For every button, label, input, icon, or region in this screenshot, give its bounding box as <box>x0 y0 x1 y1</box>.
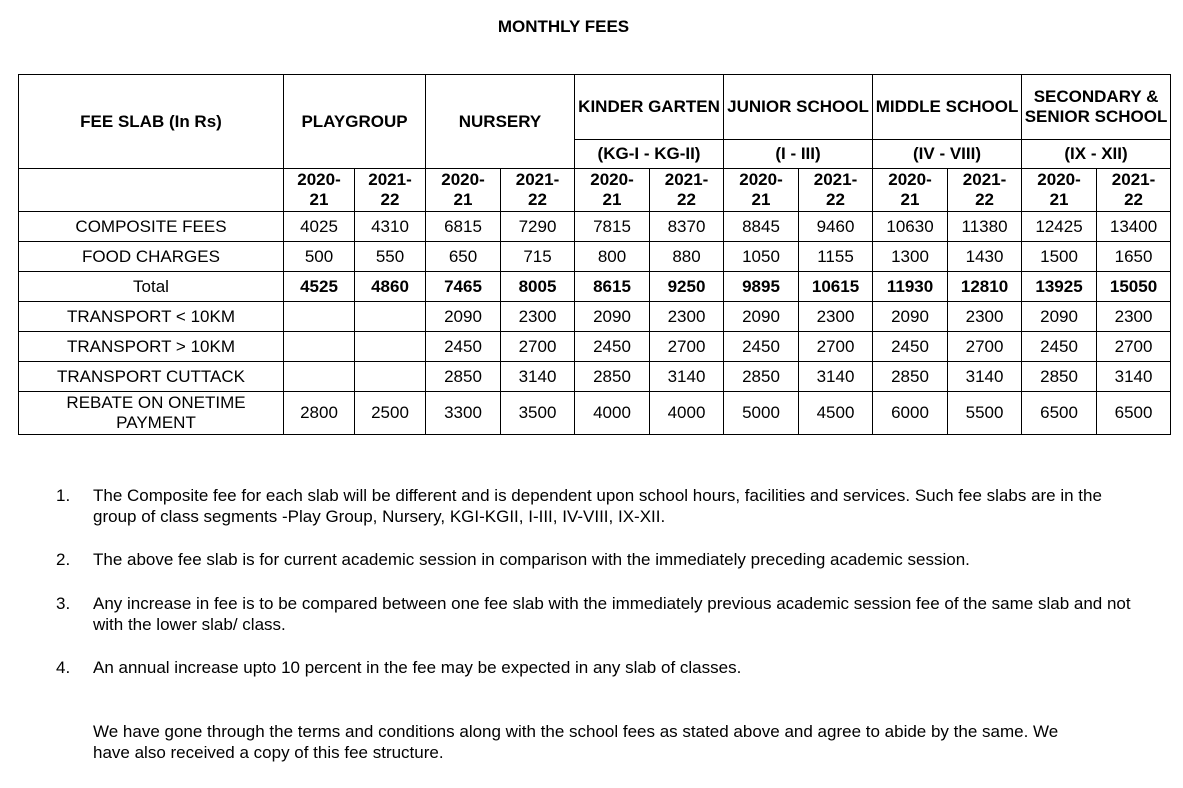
fee-table <box>18 74 1171 435</box>
note-item <box>56 485 1133 527</box>
fee-cell: 11380 <box>948 212 1022 242</box>
row-label: TRANSPORT > 10KM <box>19 332 284 362</box>
fee-cell: 3500 <box>501 392 575 435</box>
fee-cell: 2090 <box>724 302 799 332</box>
fee-cell: 2300 <box>948 302 1022 332</box>
fee-cell: 6000 <box>873 392 948 435</box>
fee-cell: 2700 <box>650 332 724 362</box>
fee-cell: 8005 <box>501 272 575 302</box>
fee-cell: 4860 <box>355 272 426 302</box>
header-year: 2021-22 <box>650 169 724 212</box>
fee-cell: 5500 <box>948 392 1022 435</box>
header-year: 2020-21 <box>724 169 799 212</box>
fee-cell: 2850 <box>1022 362 1097 392</box>
fee-cell: 9250 <box>650 272 724 302</box>
row-label: REBATE ON ONETIME PAYMENT <box>19 392 284 435</box>
fee-cell: 7815 <box>575 212 650 242</box>
fee-cell: 2700 <box>799 332 873 362</box>
header-year: 2020-21 <box>1022 169 1097 212</box>
note-number: 2. <box>56 550 71 569</box>
fee-cell: 1430 <box>948 242 1022 272</box>
fee-cell: 11930 <box>873 272 948 302</box>
fee-cell <box>355 302 426 332</box>
fee-cell: 8845 <box>724 212 799 242</box>
fee-cell: 715 <box>501 242 575 272</box>
header-group: PLAYGROUP <box>284 75 426 169</box>
note-item <box>56 549 1133 570</box>
row-label: COMPOSITE FEES <box>19 212 284 242</box>
fee-cell: 7290 <box>501 212 575 242</box>
fee-cell <box>284 332 355 362</box>
header-year: 2021-22 <box>501 169 575 212</box>
fee-cell: 8615 <box>575 272 650 302</box>
note-text: Any increase in fee is to be compared between one fee slab with the immediately previous academic session fee of the same slab and not with the lower slab/ class. <box>93 594 1131 634</box>
fee-cell: 1050 <box>724 242 799 272</box>
fee-cell: 800 <box>575 242 650 272</box>
header-year: 2020-21 <box>873 169 948 212</box>
fee-cell: 2850 <box>426 362 501 392</box>
fee-cell: 10615 <box>799 272 873 302</box>
header-group-classes: (KG-I - KG-II) <box>575 140 724 169</box>
note-item <box>56 657 1133 678</box>
fee-cell: 1155 <box>799 242 873 272</box>
fee-cell: 7465 <box>426 272 501 302</box>
note-number: 1. <box>56 486 71 505</box>
table-row <box>19 212 1171 242</box>
table-row <box>19 272 1171 302</box>
header-group-classes: (IV - VIII) <box>873 140 1022 169</box>
row-label: TRANSPORT < 10KM <box>19 302 284 332</box>
table-row <box>19 332 1171 362</box>
header-fee-slab: FEE SLAB (In Rs) <box>19 75 284 169</box>
table-row <box>19 302 1171 332</box>
fee-cell: 1650 <box>1097 242 1171 272</box>
fee-cell: 880 <box>650 242 724 272</box>
table-row <box>19 242 1171 272</box>
fee-cell: 3140 <box>799 362 873 392</box>
header-blank <box>19 169 284 212</box>
fee-cell: 2700 <box>501 332 575 362</box>
fee-cell: 12810 <box>948 272 1022 302</box>
fee-cell: 6815 <box>426 212 501 242</box>
header-group: KINDER GARTEN <box>575 75 724 140</box>
header-group: SECONDARY & SENIOR SCHOOL <box>1022 75 1171 140</box>
fee-cell: 4000 <box>650 392 724 435</box>
note-number: 3. <box>56 594 71 613</box>
header-year: 2020-21 <box>426 169 501 212</box>
fee-cell: 4525 <box>284 272 355 302</box>
header-year: 2020-21 <box>284 169 355 212</box>
fee-cell: 4500 <box>799 392 873 435</box>
fee-cell: 2090 <box>1022 302 1097 332</box>
fee-cell: 4310 <box>355 212 426 242</box>
fee-cell: 2300 <box>799 302 873 332</box>
fee-cell: 10630 <box>873 212 948 242</box>
fee-cell: 6500 <box>1022 392 1097 435</box>
fee-cell <box>355 362 426 392</box>
fee-cell: 9460 <box>799 212 873 242</box>
fee-cell: 1300 <box>873 242 948 272</box>
fee-cell: 15050 <box>1097 272 1171 302</box>
fee-cell: 650 <box>426 242 501 272</box>
note-text: The above fee slab is for current academic session in comparison with the immediately preceding academic session. <box>93 550 970 569</box>
fee-cell: 2450 <box>426 332 501 362</box>
fee-cell: 550 <box>355 242 426 272</box>
fee-cell: 13400 <box>1097 212 1171 242</box>
fee-cell: 2450 <box>575 332 650 362</box>
fee-cell <box>355 332 426 362</box>
fee-cell: 1500 <box>1022 242 1097 272</box>
agreement-text: We have gone through the terms and conditions along with the school fees as stated above and agree to abide by the same. We have also received a copy of this fee structure. <box>93 722 1059 762</box>
row-label: Total <box>19 272 284 302</box>
row-label: FOOD CHARGES <box>19 242 284 272</box>
header-year: 2021-22 <box>799 169 873 212</box>
fee-cell: 2300 <box>1097 302 1171 332</box>
fee-cell: 3140 <box>948 362 1022 392</box>
header-group: NURSERY <box>426 75 575 169</box>
fee-cell: 2850 <box>873 362 948 392</box>
fee-cell: 2090 <box>873 302 948 332</box>
header-group-classes: (I - III) <box>724 140 873 169</box>
header-year: 2021-22 <box>948 169 1022 212</box>
table-row <box>19 392 1171 435</box>
fee-cell: 2450 <box>873 332 948 362</box>
header-year: 2021-22 <box>1097 169 1171 212</box>
note-number: 4. <box>56 658 71 677</box>
fee-cell: 3140 <box>1097 362 1171 392</box>
fee-cell: 2700 <box>948 332 1022 362</box>
fee-cell: 4025 <box>284 212 355 242</box>
header-group: MIDDLE SCHOOL <box>873 75 1022 140</box>
fee-cell: 500 <box>284 242 355 272</box>
note-text: An annual increase upto 10 percent in the fee may be expected in any slab of classes. <box>93 658 742 677</box>
row-label: TRANSPORT CUTTACK <box>19 362 284 392</box>
fee-cell: 3300 <box>426 392 501 435</box>
header-year: 2020-21 <box>575 169 650 212</box>
header-group: JUNIOR SCHOOL <box>724 75 873 140</box>
fee-cell: 2450 <box>724 332 799 362</box>
fee-cell: 12425 <box>1022 212 1097 242</box>
note-text: The Composite fee for each slab will be different and is dependent upon school hours, facilities and services. Such fee slabs are in the group of class segments -Play Group, Nursery, KGI-KGII, I-III, IV-VIII, IX-XII. <box>93 486 1102 526</box>
fee-cell: 2300 <box>501 302 575 332</box>
fee-cell: 2300 <box>650 302 724 332</box>
fee-cell <box>284 302 355 332</box>
header-group-classes: (IX - XII) <box>1022 140 1171 169</box>
fee-cell: 9895 <box>724 272 799 302</box>
header-year: 2021-22 <box>355 169 426 212</box>
fee-cell: 2500 <box>355 392 426 435</box>
fee-cell: 2850 <box>724 362 799 392</box>
fee-cell: 2090 <box>426 302 501 332</box>
fee-cell: 5000 <box>724 392 799 435</box>
fee-cell <box>284 362 355 392</box>
fee-cell: 8370 <box>650 212 724 242</box>
fee-cell: 13925 <box>1022 272 1097 302</box>
fee-cell: 6500 <box>1097 392 1171 435</box>
fee-cell: 3140 <box>650 362 724 392</box>
page-title: MONTHLY FEES <box>497 17 630 36</box>
fee-cell: 2700 <box>1097 332 1171 362</box>
table-row <box>19 362 1171 392</box>
fee-cell: 4000 <box>575 392 650 435</box>
fee-cell: 2090 <box>575 302 650 332</box>
fee-cell: 2450 <box>1022 332 1097 362</box>
fee-cell: 2800 <box>284 392 355 435</box>
fee-cell: 2850 <box>575 362 650 392</box>
note-item <box>56 593 1133 635</box>
fee-cell: 3140 <box>501 362 575 392</box>
